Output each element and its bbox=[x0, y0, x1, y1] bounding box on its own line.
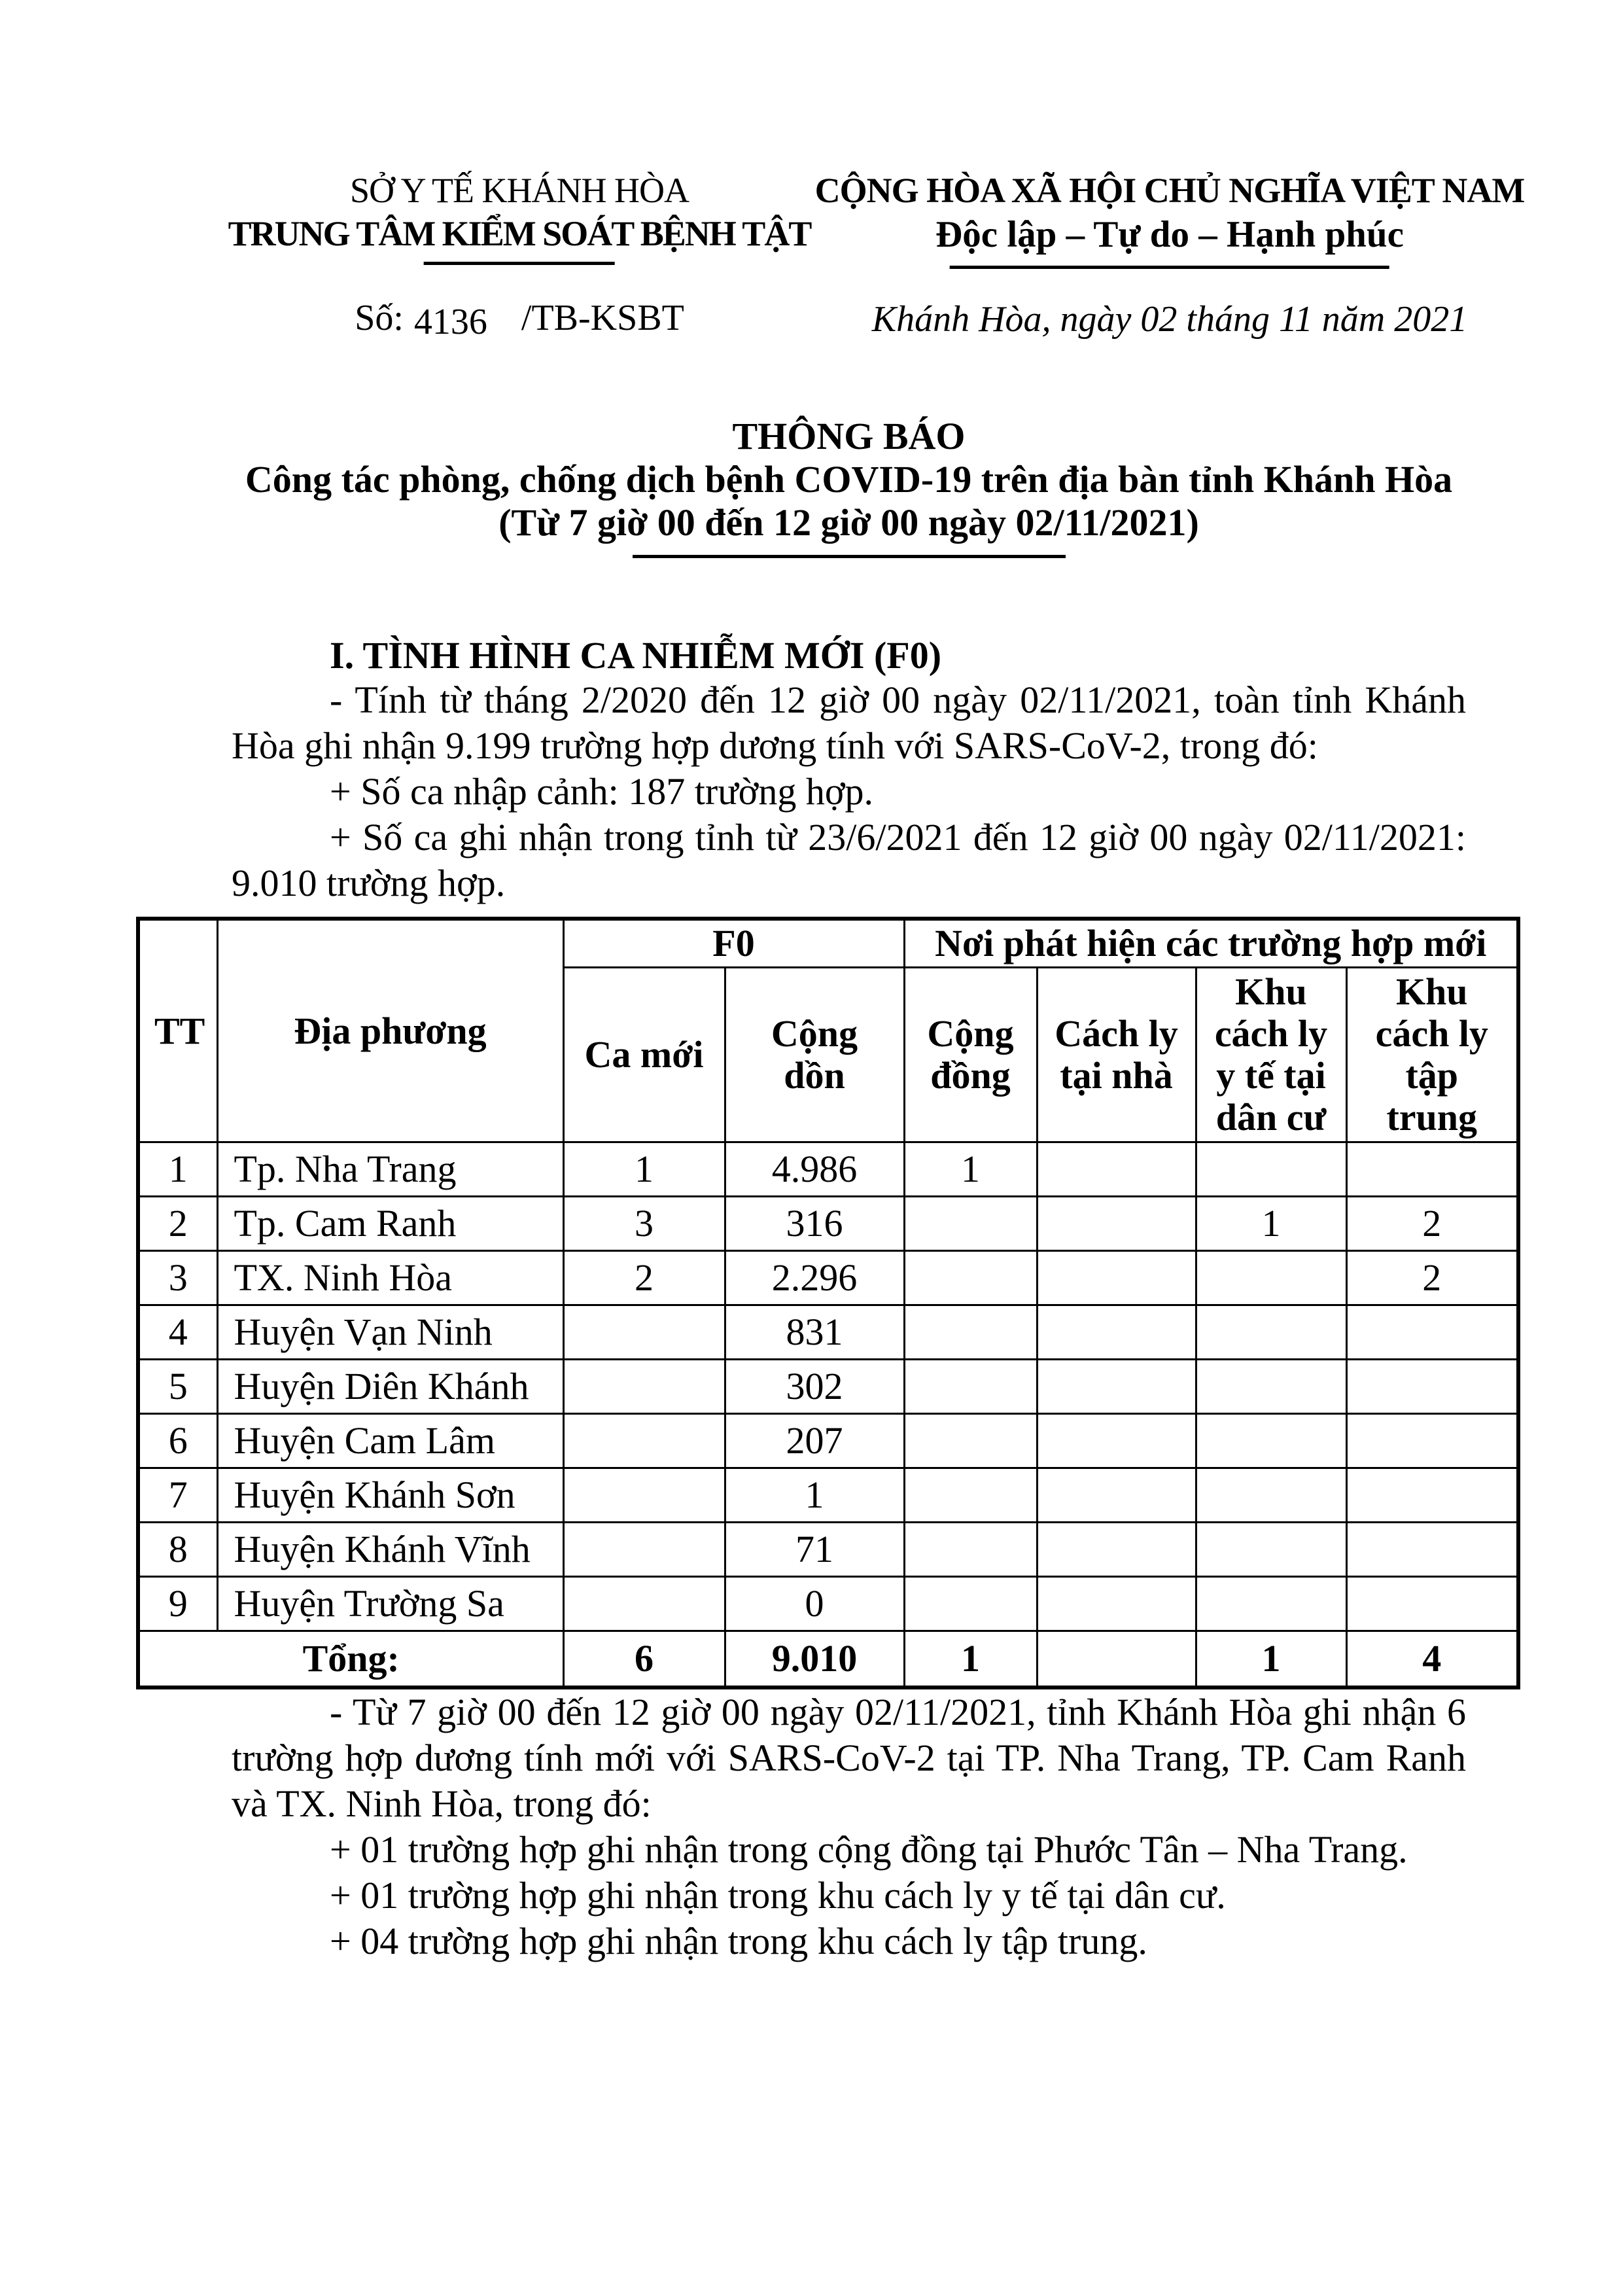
cell-new-cases bbox=[563, 1468, 725, 1523]
cell-cumulative: 71 bbox=[725, 1523, 904, 1577]
cell-community bbox=[904, 1523, 1037, 1577]
cell-community: 1 bbox=[904, 1142, 1037, 1197]
cell-centralized-quarantine bbox=[1346, 1305, 1518, 1360]
doc-number-line bbox=[228, 296, 811, 340]
section1-paragraph-1: - Tính từ tháng 2/2020 đến 12 giờ 00 ngày 02/11/2021, toàn tỉnh Khánh Hòa ghi nhận 9.199 trường hợp dương tính với SARS-CoV-2, trong đó: bbox=[232, 679, 1466, 767]
title-underline-rule bbox=[633, 555, 1066, 558]
cell-tt: 2 bbox=[138, 1197, 217, 1251]
national-motto: Độc lập – Tự do – Hạnh phúc bbox=[935, 214, 1404, 255]
cell-tt: 3 bbox=[138, 1251, 217, 1305]
table-total-row bbox=[138, 1631, 1518, 1688]
cell-medical-quarantine bbox=[1196, 1577, 1346, 1631]
motto-underline-rule bbox=[950, 266, 1389, 269]
cell-tt: 9 bbox=[138, 1577, 217, 1631]
total-centralized-quarantine: 4 bbox=[1346, 1631, 1518, 1688]
doc-number-label: Số: bbox=[355, 298, 404, 338]
cell-new-cases: 3 bbox=[563, 1197, 725, 1251]
table-body bbox=[138, 1142, 1518, 1688]
section2-paragraph-4: + 04 trường hợp ghi nhận trong khu cách ly tập trung. bbox=[330, 1920, 1147, 1962]
col-header-tt: TT bbox=[138, 919, 217, 1142]
cell-home-quarantine bbox=[1037, 1305, 1196, 1360]
col-header-cumulative: Cộng dồn bbox=[725, 968, 904, 1142]
nation-name: CỘNG HÒA XÃ HỘI CHỦ NGHĨA VIỆT NAM bbox=[814, 171, 1525, 210]
cell-medical-quarantine bbox=[1196, 1414, 1346, 1468]
table-header-row-groups bbox=[138, 919, 1518, 968]
cell-locality: Tp. Cam Ranh bbox=[217, 1197, 563, 1251]
cell-home-quarantine bbox=[1037, 1414, 1196, 1468]
cell-home-quarantine bbox=[1037, 1251, 1196, 1305]
cell-tt: 7 bbox=[138, 1468, 217, 1523]
cell-cumulative: 1 bbox=[725, 1468, 904, 1523]
cell-medical-quarantine: 1 bbox=[1196, 1197, 1346, 1251]
cell-centralized-quarantine bbox=[1346, 1577, 1518, 1631]
col-header-locality: Địa phương bbox=[217, 919, 563, 1142]
table-header bbox=[138, 919, 1518, 1142]
table-row bbox=[138, 1523, 1518, 1577]
cell-cumulative: 2.296 bbox=[725, 1251, 904, 1305]
national-motto-block bbox=[815, 169, 1525, 341]
section2-paragraph-2: + 01 trường hợp ghi nhận trong cộng đồng tại Phước Tân – Nha Trang. bbox=[330, 1828, 1408, 1871]
cell-community bbox=[904, 1468, 1037, 1523]
org-parent-name: SỞ Y TẾ KHÁNH HÒA bbox=[350, 171, 689, 210]
cell-cumulative: 316 bbox=[725, 1197, 904, 1251]
cell-community bbox=[904, 1360, 1037, 1414]
cell-locality: TX. Ninh Hòa bbox=[217, 1251, 563, 1305]
cell-cumulative: 4.986 bbox=[725, 1142, 904, 1197]
cell-centralized-quarantine bbox=[1346, 1414, 1518, 1468]
cell-locality: Tp. Nha Trang bbox=[217, 1142, 563, 1197]
cell-cumulative: 302 bbox=[725, 1360, 904, 1414]
cell-cumulative: 0 bbox=[725, 1577, 904, 1631]
cell-locality: Huyện Trường Sa bbox=[217, 1577, 563, 1631]
cell-centralized-quarantine bbox=[1346, 1523, 1518, 1577]
table-row bbox=[138, 1577, 1518, 1631]
cell-home-quarantine bbox=[1037, 1360, 1196, 1414]
cell-new-cases bbox=[563, 1305, 725, 1360]
cell-home-quarantine bbox=[1037, 1197, 1196, 1251]
cell-cumulative: 831 bbox=[725, 1305, 904, 1360]
cell-home-quarantine bbox=[1037, 1577, 1196, 1631]
col-header-medical-quarantine: Khu cách ly y tế tại dân cư bbox=[1196, 968, 1346, 1142]
table-row bbox=[138, 1251, 1518, 1305]
cell-new-cases bbox=[563, 1360, 725, 1414]
section2-paragraph-3: + 01 trường hợp ghi nhận trong khu cách ly y tế tại dân cư. bbox=[330, 1874, 1226, 1916]
total-community: 1 bbox=[904, 1631, 1037, 1688]
document-subtitle: Công tác phòng, chống dịch bệnh COVID-19 trên địa bàn tỉnh Khánh Hòa bbox=[245, 458, 1453, 501]
total-cumulative: 9.010 bbox=[725, 1631, 904, 1688]
total-home-quarantine bbox=[1037, 1631, 1196, 1688]
org-name: TRUNG TÂM KIỂM SOÁT BỆNH TẬT bbox=[228, 214, 811, 253]
total-medical-quarantine: 1 bbox=[1196, 1631, 1346, 1688]
cell-new-cases bbox=[563, 1414, 725, 1468]
section2-paragraph-1: - Từ 7 giờ 00 đến 12 giờ 00 ngày 02/11/2021, tỉnh Khánh Hòa ghi nhận 6 trường hợp dương tính mới với SARS-CoV-2 tại TP. Nha Trang, TP. Cam Ranh và TX. Ninh Hòa, trong đó: bbox=[232, 1691, 1466, 1825]
cell-locality: Huyện Khánh Vĩnh bbox=[217, 1523, 563, 1577]
cell-medical-quarantine bbox=[1196, 1468, 1346, 1523]
cell-tt: 4 bbox=[138, 1305, 217, 1360]
cell-new-cases bbox=[563, 1577, 725, 1631]
cell-centralized-quarantine bbox=[1346, 1142, 1518, 1197]
table-row bbox=[138, 1414, 1518, 1468]
cell-community bbox=[904, 1414, 1037, 1468]
cell-locality: Huyện Khánh Sơn bbox=[217, 1468, 563, 1523]
cell-tt: 1 bbox=[138, 1142, 217, 1197]
cell-locality: Huyện Cam Lâm bbox=[217, 1414, 563, 1468]
table-row bbox=[138, 1305, 1518, 1360]
cell-home-quarantine bbox=[1037, 1523, 1196, 1577]
document-period: (Từ 7 giờ 00 đến 12 giờ 00 ngày 02/11/2021) bbox=[498, 501, 1199, 544]
org-underline-rule bbox=[424, 262, 615, 265]
issuing-org-block bbox=[228, 169, 811, 340]
document-title: THÔNG BÁO bbox=[732, 415, 966, 457]
cell-medical-quarantine bbox=[1196, 1305, 1346, 1360]
place-date-line: Khánh Hòa, ngày 02 tháng 11 năm 2021 bbox=[871, 299, 1468, 340]
table-row bbox=[138, 1197, 1518, 1251]
doc-number-value: 4136 bbox=[413, 302, 487, 342]
cell-home-quarantine bbox=[1037, 1142, 1196, 1197]
cell-community bbox=[904, 1305, 1037, 1360]
cell-community bbox=[904, 1197, 1037, 1251]
cell-centralized-quarantine: 2 bbox=[1346, 1251, 1518, 1305]
section1-paragraph-2: + Số ca nhập cảnh: 187 trường hợp. bbox=[330, 770, 874, 813]
col-header-centralized-quarantine: Khu cách ly tập trung bbox=[1346, 968, 1518, 1142]
cell-medical-quarantine bbox=[1196, 1523, 1346, 1577]
total-new-cases: 6 bbox=[563, 1631, 725, 1688]
cell-new-cases bbox=[563, 1523, 725, 1577]
col-group-f0: F0 bbox=[563, 919, 904, 968]
cell-community bbox=[904, 1577, 1037, 1631]
col-header-community: Cộng đồng bbox=[904, 968, 1037, 1142]
doc-number-suffix: /TB-KSBT bbox=[521, 298, 684, 338]
cell-centralized-quarantine: 2 bbox=[1346, 1197, 1518, 1251]
cell-new-cases: 1 bbox=[563, 1142, 725, 1197]
cell-centralized-quarantine bbox=[1346, 1360, 1518, 1414]
cell-medical-quarantine bbox=[1196, 1360, 1346, 1414]
cell-tt: 5 bbox=[138, 1360, 217, 1414]
cell-tt: 8 bbox=[138, 1523, 217, 1577]
covid-cases-table bbox=[136, 917, 1520, 1689]
cell-home-quarantine bbox=[1037, 1468, 1196, 1523]
cell-new-cases: 2 bbox=[563, 1251, 725, 1305]
cell-medical-quarantine bbox=[1196, 1142, 1346, 1197]
cell-centralized-quarantine bbox=[1346, 1468, 1518, 1523]
cell-locality: Huyện Diên Khánh bbox=[217, 1360, 563, 1414]
col-group-detection-place: Nơi phát hiện các trường hợp mới bbox=[904, 919, 1518, 968]
cell-community bbox=[904, 1251, 1037, 1305]
col-header-new-cases: Ca mới bbox=[563, 968, 725, 1142]
total-label: Tổng: bbox=[138, 1631, 563, 1688]
cell-cumulative: 207 bbox=[725, 1414, 904, 1468]
table-row bbox=[138, 1360, 1518, 1414]
document-title-block bbox=[232, 415, 1466, 558]
national-header bbox=[228, 169, 1525, 343]
cell-tt: 6 bbox=[138, 1414, 217, 1468]
col-header-home-quarantine: Cách ly tại nhà bbox=[1037, 968, 1196, 1142]
cell-medical-quarantine bbox=[1196, 1251, 1346, 1305]
section1-heading: I. TÌNH HÌNH CA NHIỄM MỚI (F0) bbox=[330, 634, 942, 677]
table-row bbox=[138, 1468, 1518, 1523]
cell-locality: Huyện Vạn Ninh bbox=[217, 1305, 563, 1360]
table-row bbox=[138, 1142, 1518, 1197]
section1-paragraph-3: + Số ca ghi nhận trong tỉnh từ 23/6/2021 đến 12 giờ 00 ngày 02/11/2021: 9.010 trường hợp. bbox=[232, 816, 1466, 904]
